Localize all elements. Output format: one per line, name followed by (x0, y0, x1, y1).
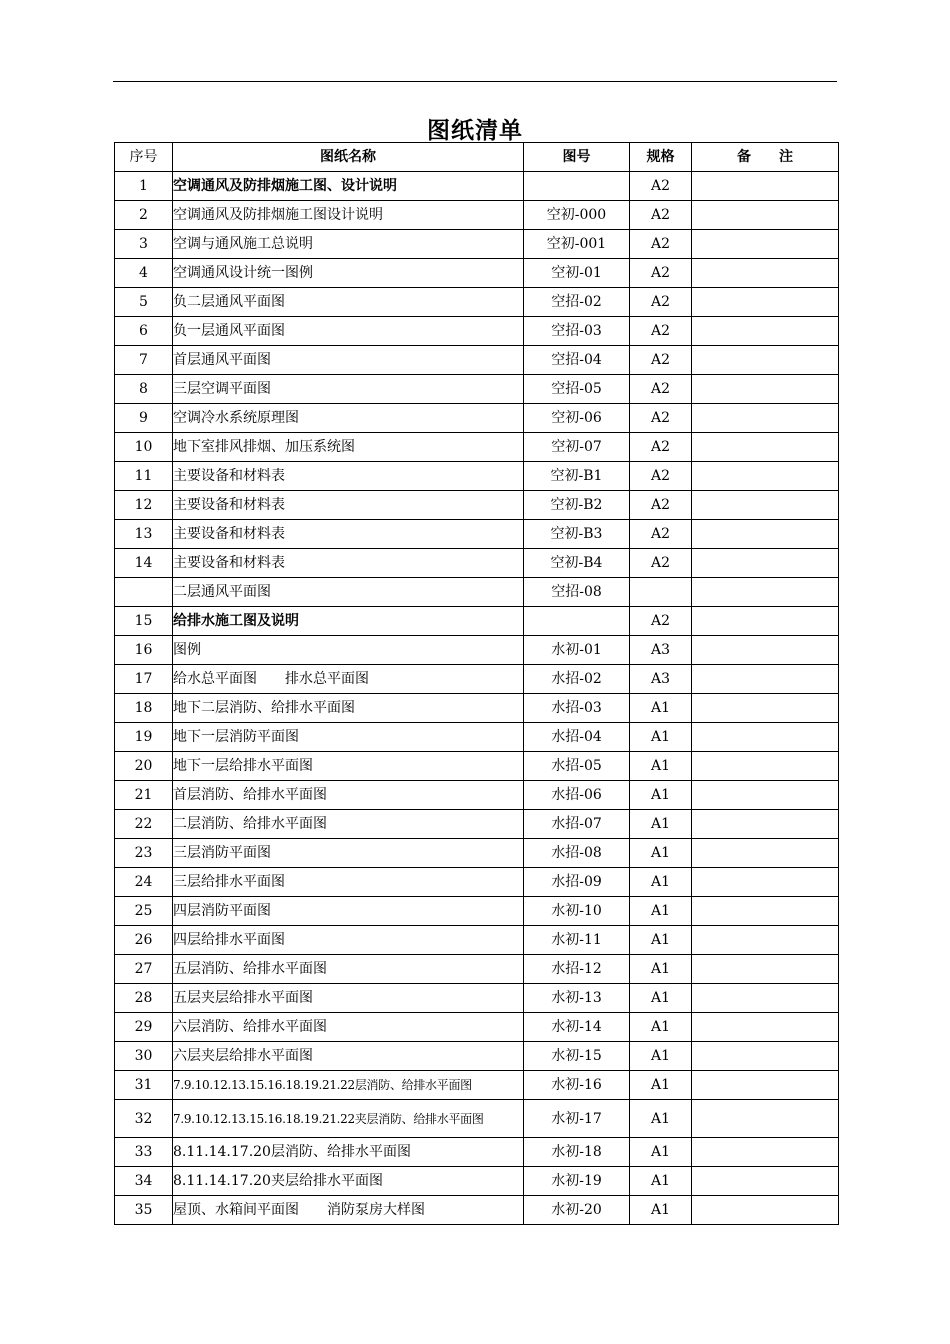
row-name: 首层通风平面图 (173, 346, 524, 375)
row-code: 空招-08 (524, 578, 630, 607)
row-no: 6 (115, 317, 173, 346)
row-code: 空初-B2 (524, 491, 630, 520)
row-spec: A2 (630, 172, 692, 201)
table-body (115, 172, 839, 1225)
table-row (115, 230, 839, 259)
row-no: 18 (115, 694, 173, 723)
row-code: 空初-06 (524, 404, 630, 433)
row-code: 空招-05 (524, 375, 630, 404)
row-remark (692, 404, 839, 433)
row-code: 空初-07 (524, 433, 630, 462)
row-no: 4 (115, 259, 173, 288)
row-remark (692, 897, 839, 926)
header-spec: 规格 (630, 143, 692, 172)
row-code: 空招-03 (524, 317, 630, 346)
row-name: 8.11.14.17.20夹层给排水平面图 (173, 1167, 524, 1196)
table-row (115, 549, 839, 578)
row-code: 水初-13 (524, 984, 630, 1013)
row-remark (692, 288, 839, 317)
table-row (115, 1100, 839, 1138)
row-name: 地下二层消防、给排水平面图 (173, 694, 524, 723)
row-code: 水招-04 (524, 723, 630, 752)
row-spec: A2 (630, 491, 692, 520)
row-no: 11 (115, 462, 173, 491)
table-row (115, 665, 839, 694)
row-code: 水初-17 (524, 1100, 630, 1138)
table-row (115, 1071, 839, 1100)
table-row (115, 288, 839, 317)
row-name: 地下一层消防平面图 (173, 723, 524, 752)
row-name: 四层消防平面图 (173, 897, 524, 926)
table-row (115, 955, 839, 984)
row-spec: A1 (630, 694, 692, 723)
row-name: 空调通风设计统一图例 (173, 259, 524, 288)
row-remark (692, 839, 839, 868)
row-remark (692, 549, 839, 578)
table-row (115, 839, 839, 868)
row-no: 29 (115, 1013, 173, 1042)
table-row (115, 1042, 839, 1071)
row-code: 水初-16 (524, 1071, 630, 1100)
row-remark (692, 433, 839, 462)
table-row (115, 694, 839, 723)
row-remark (692, 955, 839, 984)
row-no: 15 (115, 607, 173, 636)
row-no: 26 (115, 926, 173, 955)
row-no: 30 (115, 1042, 173, 1071)
row-code (524, 172, 630, 201)
row-name: 二层通风平面图 (173, 578, 524, 607)
row-no: 32 (115, 1100, 173, 1138)
table-row (115, 317, 839, 346)
row-spec: A1 (630, 1138, 692, 1167)
table-row (115, 926, 839, 955)
row-remark (692, 984, 839, 1013)
row-code: 水初-19 (524, 1167, 630, 1196)
table-row (115, 723, 839, 752)
row-code: 水招-08 (524, 839, 630, 868)
row-name: 空调与通风施工总说明 (173, 230, 524, 259)
row-spec: A2 (630, 259, 692, 288)
row-spec: A2 (630, 317, 692, 346)
row-spec: A1 (630, 723, 692, 752)
row-remark (692, 230, 839, 259)
row-name: 地下一层给排水平面图 (173, 752, 524, 781)
table-header-row (115, 143, 839, 172)
row-remark (692, 346, 839, 375)
row-name: 主要设备和材料表 (173, 520, 524, 549)
row-no: 5 (115, 288, 173, 317)
row-remark (692, 1196, 839, 1225)
row-no: 24 (115, 868, 173, 897)
row-no: 19 (115, 723, 173, 752)
row-spec: A1 (630, 781, 692, 810)
row-code: 空初-B4 (524, 549, 630, 578)
row-code: 水初-10 (524, 897, 630, 926)
drawing-list-table (114, 142, 839, 1225)
header-no: 序号 (115, 143, 173, 172)
row-code: 水招-06 (524, 781, 630, 810)
table-row (115, 404, 839, 433)
row-spec: A1 (630, 1042, 692, 1071)
table-row (115, 172, 839, 201)
row-remark (692, 810, 839, 839)
table-row (115, 1138, 839, 1167)
row-no: 27 (115, 955, 173, 984)
row-remark (692, 578, 839, 607)
row-spec: A1 (630, 1071, 692, 1100)
row-name: 五层消防、给排水平面图 (173, 955, 524, 984)
row-code: 水初-01 (524, 636, 630, 665)
row-no: 12 (115, 491, 173, 520)
row-name: 首层消防、给排水平面图 (173, 781, 524, 810)
row-spec: A1 (630, 839, 692, 868)
row-name: 三层空调平面图 (173, 375, 524, 404)
row-spec: A2 (630, 404, 692, 433)
table-row (115, 375, 839, 404)
table-row (115, 491, 839, 520)
row-code: 空初-B3 (524, 520, 630, 549)
row-spec: A1 (630, 1167, 692, 1196)
row-no: 1 (115, 172, 173, 201)
row-remark (692, 491, 839, 520)
row-spec: A2 (630, 375, 692, 404)
row-name: 三层给排水平面图 (173, 868, 524, 897)
row-no: 3 (115, 230, 173, 259)
row-name: 主要设备和材料表 (173, 491, 524, 520)
row-remark (692, 520, 839, 549)
row-spec: A1 (630, 1100, 692, 1138)
row-spec: A1 (630, 984, 692, 1013)
row-remark (692, 1138, 839, 1167)
row-code: 空初-001 (524, 230, 630, 259)
header-name: 图纸名称 (173, 143, 524, 172)
row-no: 2 (115, 201, 173, 230)
row-spec: A3 (630, 665, 692, 694)
row-no (115, 578, 173, 607)
row-name: 负一层通风平面图 (173, 317, 524, 346)
row-code: 水初-14 (524, 1013, 630, 1042)
row-remark (692, 694, 839, 723)
row-no: 22 (115, 810, 173, 839)
row-name: 空调冷水系统原理图 (173, 404, 524, 433)
row-name: 7.9.10.12.13.15.16.18.19.21.22层消防、给排水平面图 (173, 1071, 524, 1100)
row-no: 34 (115, 1167, 173, 1196)
row-no: 10 (115, 433, 173, 462)
table-row (115, 897, 839, 926)
row-spec: A1 (630, 868, 692, 897)
row-spec: A2 (630, 288, 692, 317)
row-name: 给水总平面图 排水总平面图 (173, 665, 524, 694)
row-name: 空调通风及防排烟施工图设计说明 (173, 201, 524, 230)
row-remark (692, 375, 839, 404)
row-spec: A1 (630, 1013, 692, 1042)
row-remark (692, 259, 839, 288)
row-no: 25 (115, 897, 173, 926)
table-row (115, 752, 839, 781)
row-spec (630, 578, 692, 607)
table-row (115, 462, 839, 491)
row-name: 7.9.10.12.13.15.16.18.19.21.22夹层消防、给排水平面图 (173, 1100, 524, 1138)
row-name: 主要设备和材料表 (173, 549, 524, 578)
row-name: 地下室排风排烟、加压系统图 (173, 433, 524, 462)
row-remark (692, 1100, 839, 1138)
row-remark (692, 607, 839, 636)
row-code: 水初-20 (524, 1196, 630, 1225)
row-spec: A3 (630, 636, 692, 665)
table-row (115, 1196, 839, 1225)
table-row (115, 781, 839, 810)
row-no: 35 (115, 1196, 173, 1225)
table-row (115, 607, 839, 636)
row-code (524, 607, 630, 636)
row-code: 水初-18 (524, 1138, 630, 1167)
row-remark (692, 172, 839, 201)
row-no: 20 (115, 752, 173, 781)
row-remark (692, 317, 839, 346)
top-rule (113, 81, 837, 82)
row-remark (692, 868, 839, 897)
row-remark (692, 1042, 839, 1071)
row-spec: A2 (630, 230, 692, 259)
row-no: 7 (115, 346, 173, 375)
row-spec: A1 (630, 1196, 692, 1225)
table-row (115, 259, 839, 288)
row-code: 水招-03 (524, 694, 630, 723)
header-code: 图号 (524, 143, 630, 172)
row-no: 8 (115, 375, 173, 404)
row-name: 六层消防、给排水平面图 (173, 1013, 524, 1042)
row-spec: A1 (630, 955, 692, 984)
row-spec: A2 (630, 433, 692, 462)
row-remark (692, 201, 839, 230)
table-row (115, 636, 839, 665)
header-remark: 备 注 (692, 143, 839, 172)
row-remark (692, 665, 839, 694)
row-code: 水招-02 (524, 665, 630, 694)
row-code: 空招-04 (524, 346, 630, 375)
row-name: 给排水施工图及说明 (173, 607, 524, 636)
row-code: 水招-09 (524, 868, 630, 897)
row-no: 33 (115, 1138, 173, 1167)
table-row (115, 433, 839, 462)
row-name: 五层夹层给排水平面图 (173, 984, 524, 1013)
table-row (115, 868, 839, 897)
row-remark (692, 1167, 839, 1196)
table-row (115, 346, 839, 375)
row-code: 水招-05 (524, 752, 630, 781)
row-name: 三层消防平面图 (173, 839, 524, 868)
row-remark (692, 752, 839, 781)
row-remark (692, 462, 839, 491)
row-name: 四层给排水平面图 (173, 926, 524, 955)
row-no: 16 (115, 636, 173, 665)
row-name: 六层夹层给排水平面图 (173, 1042, 524, 1071)
row-spec: A2 (630, 549, 692, 578)
table-row (115, 201, 839, 230)
table-row (115, 1167, 839, 1196)
row-name: 8.11.14.17.20层消防、给排水平面图 (173, 1138, 524, 1167)
table-row (115, 578, 839, 607)
row-spec: A1 (630, 752, 692, 781)
table-row (115, 984, 839, 1013)
row-spec: A1 (630, 926, 692, 955)
table-row (115, 520, 839, 549)
row-remark (692, 1071, 839, 1100)
table-row (115, 810, 839, 839)
row-remark (692, 781, 839, 810)
row-code: 空招-02 (524, 288, 630, 317)
row-code: 空初-000 (524, 201, 630, 230)
row-no: 31 (115, 1071, 173, 1100)
row-code: 水招-12 (524, 955, 630, 984)
row-no: 9 (115, 404, 173, 433)
row-remark (692, 636, 839, 665)
row-name: 负二层通风平面图 (173, 288, 524, 317)
row-spec: A2 (630, 462, 692, 491)
row-code: 水招-07 (524, 810, 630, 839)
row-spec: A2 (630, 520, 692, 549)
row-code: 空初-01 (524, 259, 630, 288)
row-remark (692, 1013, 839, 1042)
row-no: 28 (115, 984, 173, 1013)
row-code: 水初-11 (524, 926, 630, 955)
row-spec: A2 (630, 201, 692, 230)
row-no: 14 (115, 549, 173, 578)
row-no: 21 (115, 781, 173, 810)
row-name: 空调通风及防排烟施工图、设计说明 (173, 172, 524, 201)
row-code: 空初-B1 (524, 462, 630, 491)
row-spec: A1 (630, 810, 692, 839)
row-spec: A1 (630, 897, 692, 926)
row-name: 主要设备和材料表 (173, 462, 524, 491)
row-remark (692, 926, 839, 955)
row-no: 23 (115, 839, 173, 868)
row-name: 屋顶、水箱间平面图 消防泵房大样图 (173, 1196, 524, 1225)
row-name: 二层消防、给排水平面图 (173, 810, 524, 839)
row-spec: A2 (630, 607, 692, 636)
row-spec: A2 (630, 346, 692, 375)
row-remark (692, 723, 839, 752)
page-title: 图纸清单 (427, 118, 523, 144)
table-row (115, 1013, 839, 1042)
row-no: 17 (115, 665, 173, 694)
row-name: 图例 (173, 636, 524, 665)
row-code: 水初-15 (524, 1042, 630, 1071)
row-no: 13 (115, 520, 173, 549)
